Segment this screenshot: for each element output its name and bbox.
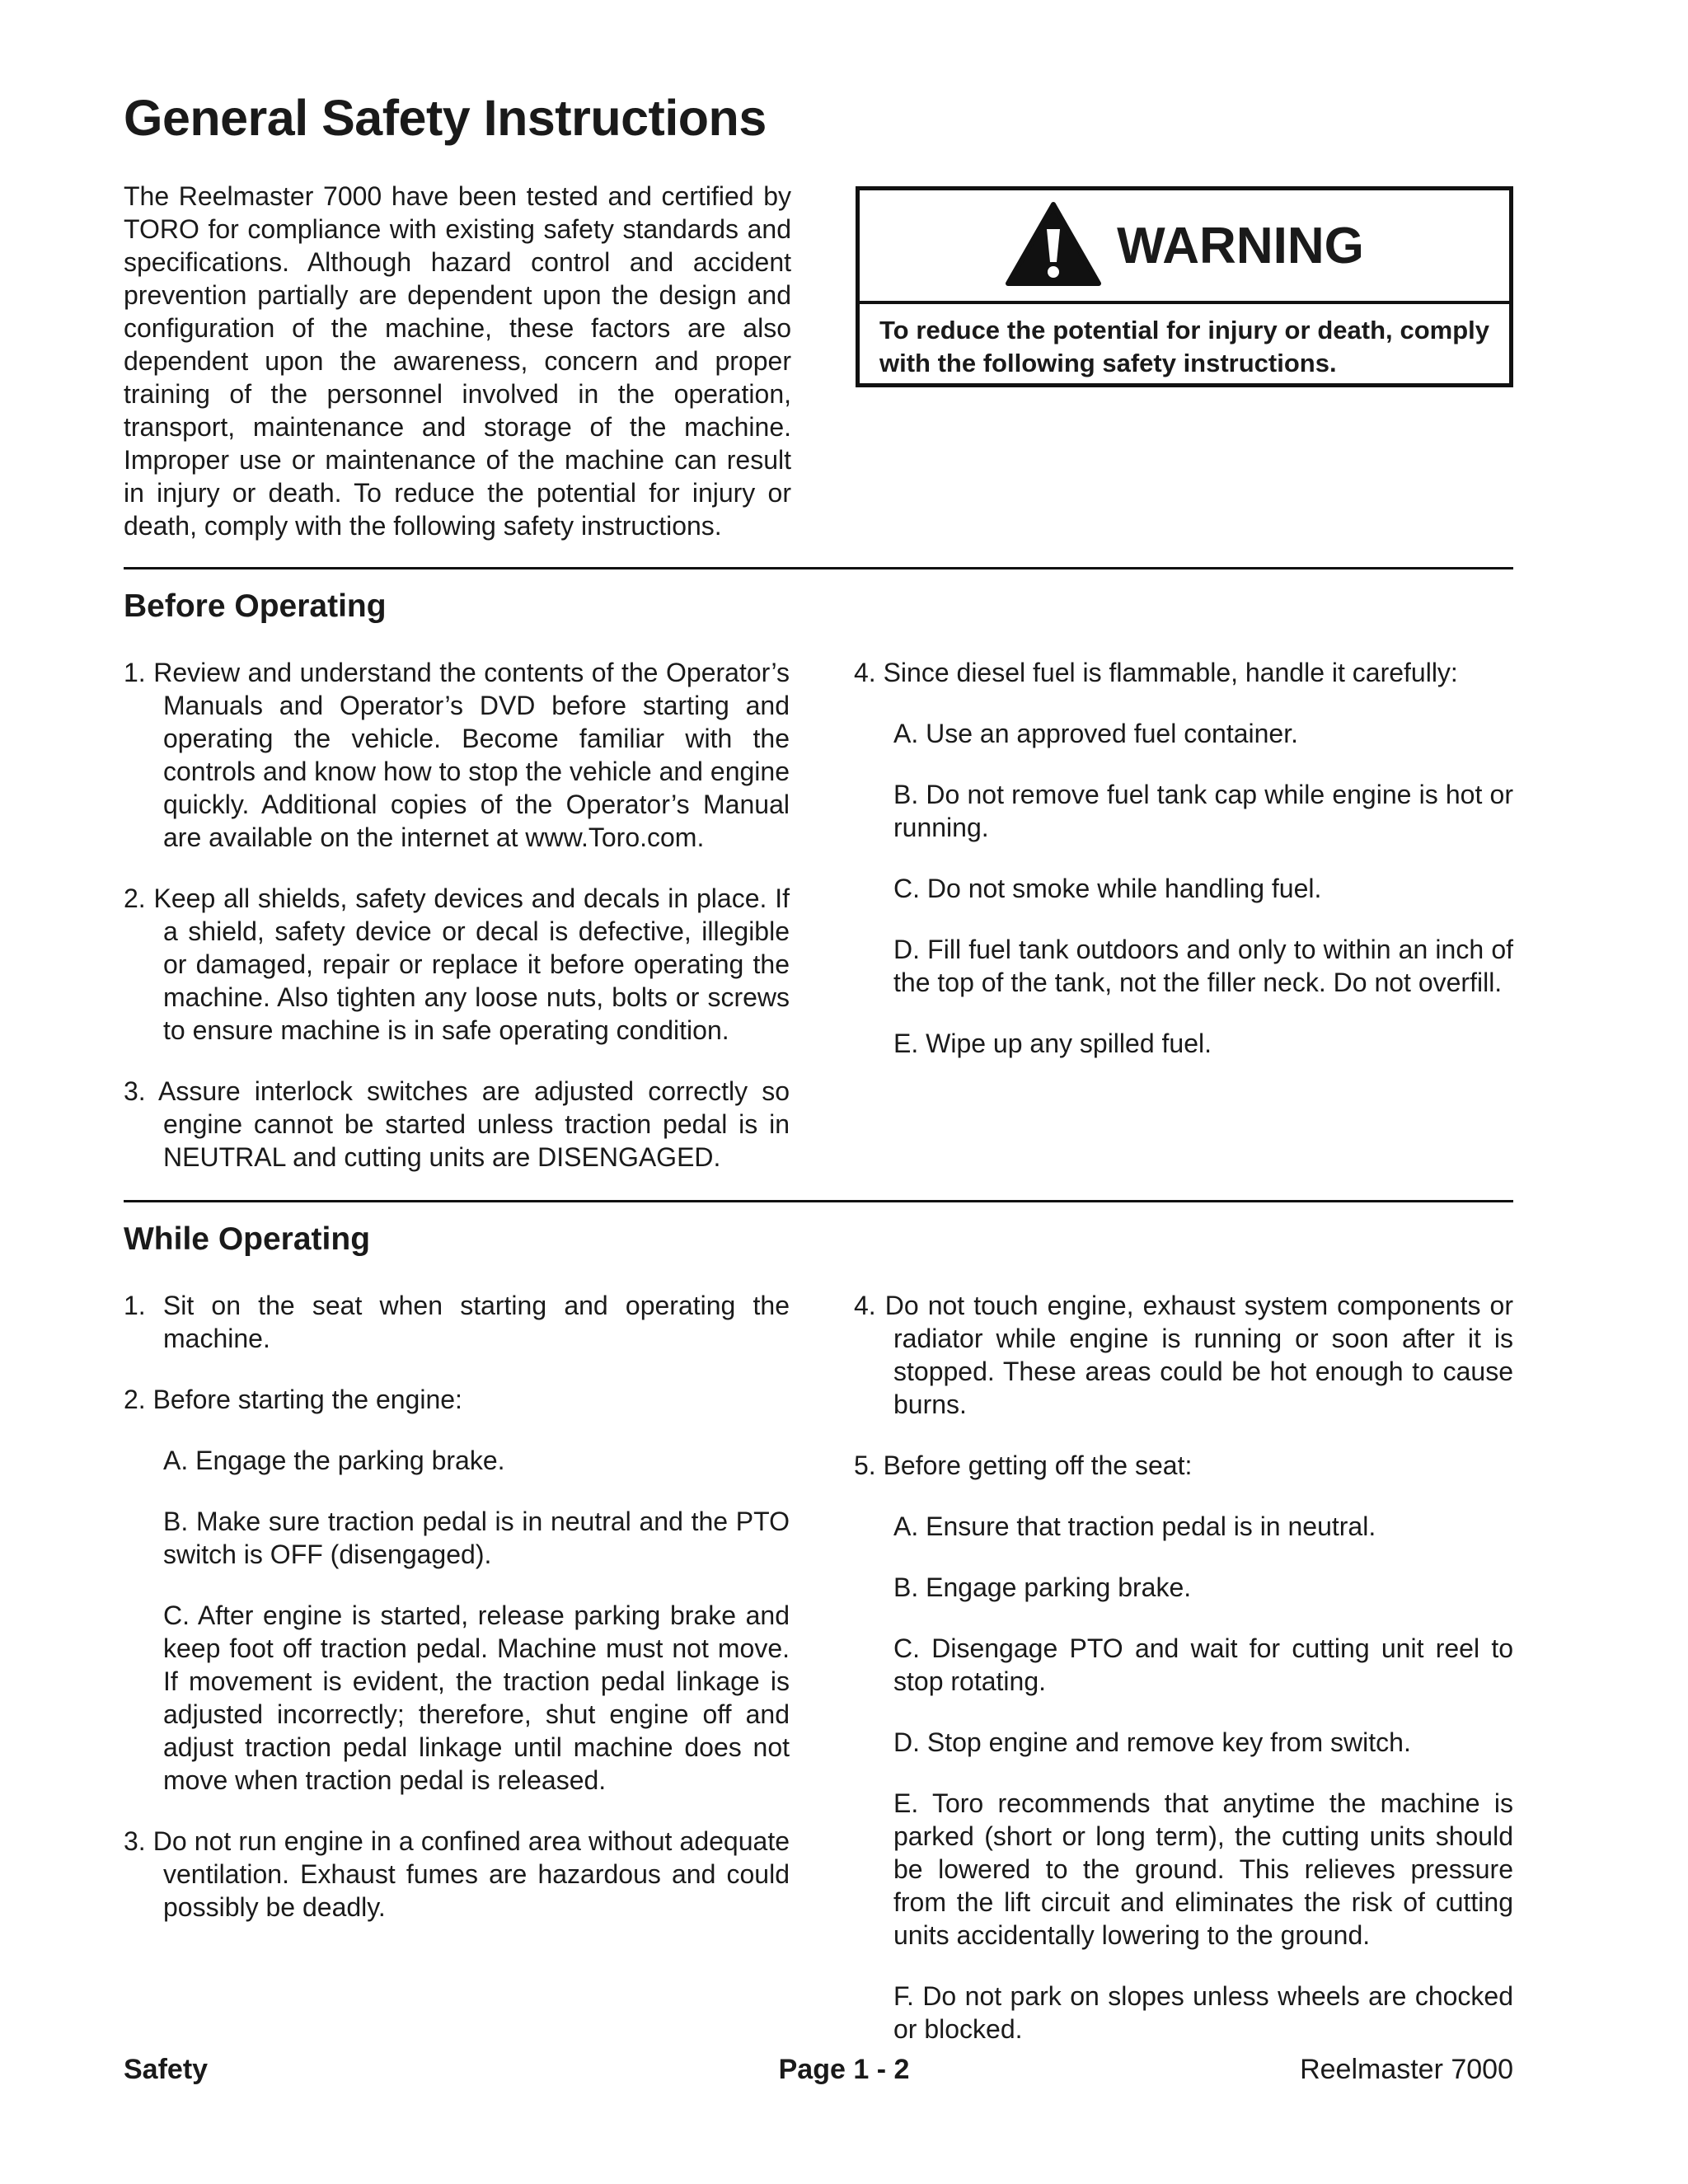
sub-list-item: E. Wipe up any spilled fuel. [893,1029,1212,1058]
sub-list-item: C. After engine is started, release parking brake and keep foot off traction pedal. Machine must not move. If movement is evident, the traction pedal linkage is adjusted incorrectly; therefore, shut engine off and adjust traction pedal linkage until machine does not move when traction pedal is released. [163,1601,790,1795]
divider [124,1200,1513,1202]
sub-list-item: A. Ensure that traction pedal is in neutral. [893,1511,1376,1541]
sub-list-item: C. Do not smoke while handling fuel. [893,874,1322,903]
page-title: General Safety Instructions [124,90,767,146]
list-item: 4. Do not touch engine, exhaust system components or radiator while engine is running or soon after it is stopped. These areas could be hot enough to cause burns. [854,1291,1513,1419]
list-item: 2. Keep all shields, safety devices and decals in place. If a shield, safety device or decal is defective, illegible or damaged, repair or replace it before operating the machine. Also tighten any loose nuts, bolts or screws to ensure machine is in safe operating condition. [124,883,790,1045]
sub-list-item: A. Use an approved fuel container. [893,719,1298,748]
while-operating-right-column [854,1289,1513,2074]
warning-triangle-icon [1005,201,1102,291]
section-heading-while-operating: While Operating [124,1221,371,1257]
footer-product-name: Reelmaster 7000 [1300,2054,1513,2085]
sub-list-item: A. Engage the parking brake. [163,1446,505,1475]
sub-list-item: D. Fill fuel tank outdoors and only to within an inch of the top of the tank, not the filler neck. Do not overfill. [893,935,1513,997]
list-item: 3. Do not run engine in a confined area without adequate ventilation. Exhaust fumes are hazardous and could possibly be deadly. [124,1826,790,1922]
sub-list-item: B. Do not remove fuel tank cap while engine is hot or running. [893,780,1513,842]
warning-label: WARNING [1117,217,1364,274]
sub-list-item: B. Engage parking brake. [893,1572,1192,1602]
sub-list-item: C. Disengage PTO and wait for cutting unit reel to stop rotating. [893,1633,1513,1696]
sub-list-item: B. Make sure traction pedal is in neutral and the PTO switch is OFF (disengaged). [163,1507,790,1569]
before-operating-left-column [124,656,790,1202]
sub-list-item: E. Toro recommends that anytime the machine is parked (short or long term), the cutting units should be lowered to the ground. This relieves pressure from the lift circuit and eliminates the risk of cutting units accidentally lowering to the ground. [893,1788,1513,1950]
sub-list-item: D. Stop engine and remove key from switch. [893,1727,1411,1757]
list-item: 3. Assure interlock switches are adjusted correctly so engine cannot be started unless traction pedal is in NEUTRAL and cutting units are DISENGAGED. [124,1076,790,1172]
divider [124,567,1513,569]
while-operating-left-column [124,1289,790,1952]
list-item: 4. Since diesel fuel is flammable, handle it carefully: [854,658,1458,687]
sub-list-item: F. Do not park on slopes unless wheels are chocked or blocked. [893,1981,1513,2044]
footer-page-number: Page 1 - 2 [778,2054,910,2085]
list-item: 2. Before starting the engine: [124,1385,462,1414]
section-heading-before-operating: Before Operating [124,588,387,624]
footer-section-label: Safety [124,2054,209,2085]
list-item: 1. Review and understand the contents of the Operator’s Manuals and Operator’s DVD before starting and operating the vehicle. Become familiar with the controls and know how to stop the vehicle and engine quickly. Additional copies of the Operator’s Manual are available on the internet at www.Toro.com. [124,658,790,852]
list-item: 5. Before getting off the seat: [854,1451,1193,1480]
warning-box [856,186,1513,387]
list-item: 1. Sit on the seat when starting and operating the machine. [124,1291,790,1353]
warning-header [860,190,1509,304]
before-operating-right-column [854,656,1513,1088]
warning-text: To reduce the potential for injury or death, comply with the following safety instructions. [879,316,1489,377]
intro-paragraph: The Reelmaster 7000 have been tested and certified by TORO for compliance with existing safety standards and specifications. Although hazard control and accident prevention partially are dependent upon the design and configuration of the machine, these factors are also dependent upon the awareness, concern and proper training of the personnel involved in the operation, transport, maintenance and storage of the machine. Improper use or maintenance of the machine can result in injury or death. To reduce the potential for injury or death, comply with the following safety instructions. [124,181,791,541]
